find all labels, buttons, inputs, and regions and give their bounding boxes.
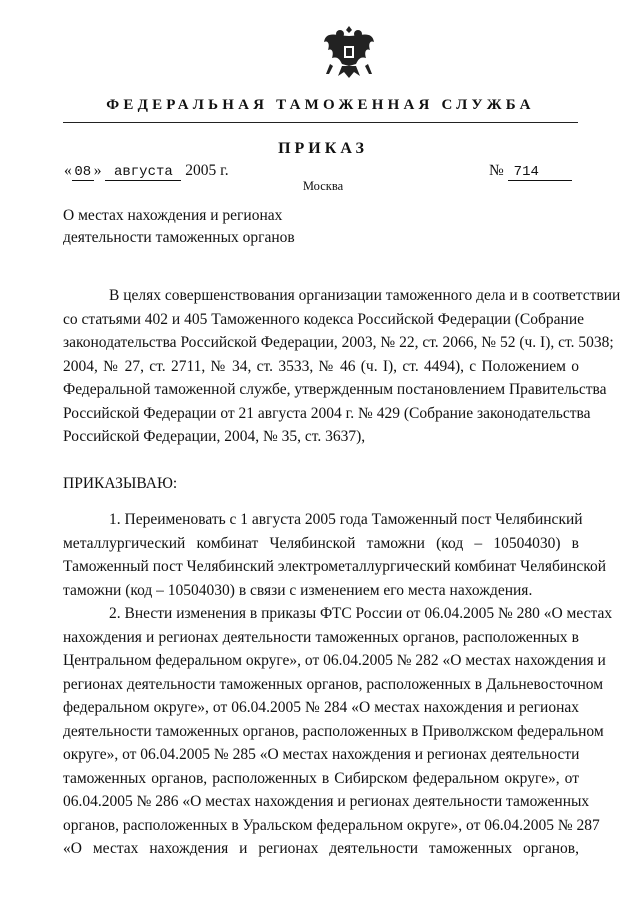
- text-line: регионах деятельности таможенных органов, расположенных в Дальневосточном: [63, 675, 604, 693]
- text-line: деятельности таможенных органов, расположенных в Приволжском федеральном: [63, 722, 604, 740]
- document-subject: [63, 205, 295, 249]
- text-line: 2. Внести изменения в приказы ФТС России от 06.04.2005 № 280 «О местах: [109, 605, 613, 622]
- text-line: таможенных органов, расположенных в Сибирском федеральном округе», от: [63, 769, 579, 787]
- item-1-paragraph: [63, 508, 607, 602]
- text-line: органов, расположенных в Уральском федеральном округе», от 06.04.2005 № 287: [63, 816, 600, 834]
- coat-of-arms-emblem: [318, 20, 380, 82]
- text-line: нахождения и регионах деятельности таможенных органов, расположенных в: [63, 628, 579, 646]
- text-line: законодательства Российской Федерации, 2003, № 22, ст. 2066, № 52 (ч. I), ст. 5038;: [63, 334, 614, 352]
- text-line: Российской Федерации от 21 августа 2004 г. № 429 (Собрание законодательства: [63, 404, 591, 422]
- preamble-paragraph: [63, 284, 621, 449]
- order-word: ПРИКАЗЫВАЮ:: [63, 475, 178, 492]
- number-label: №: [489, 162, 504, 179]
- text-line: таможни (код – 10504030) в связи с изменением его места нахождения.: [63, 581, 533, 599]
- subject-line: деятельности таможенных органов: [63, 229, 295, 246]
- date-day: 08: [72, 165, 94, 181]
- text-line: Центральном федеральном округе», от 06.04.2005 № 282 «О местах нахождения и: [63, 652, 606, 670]
- document-type-title: ПРИКАЗ: [278, 140, 368, 157]
- item-2-paragraph: [63, 602, 613, 861]
- text-line: «О местах нахождения и регионах деятельности таможенных органов,: [63, 840, 579, 858]
- text-line: металлургический комбинат Челябинской таможни (код – 10504030) в: [63, 534, 579, 552]
- date-close-quote: »: [93, 162, 102, 179]
- text-line: В целях совершенствования организации таможенного дела и в соответствии: [109, 287, 621, 304]
- date-month: августа: [105, 165, 181, 181]
- text-line: Таможенный пост Челябинский электрометаллургический комбинат Челябинской: [63, 558, 607, 576]
- text-line: 2004, № 27, ст. 2711, № 34, ст. 3533, № 46 (ч. I), ст. 4494), с Положением о: [63, 357, 579, 375]
- date-year: 2005 г.: [185, 162, 229, 179]
- text-line: округе», от 06.04.2005 № 285 «О местах нахождения и регионах деятельности: [63, 746, 580, 764]
- text-line: Федеральной таможенной службе, утвержденным постановлением Правительства: [63, 381, 607, 399]
- text-line: 06.04.2005 № 286 «О местах нахождения и регионах деятельности таможенных: [63, 793, 590, 811]
- city: Москва: [302, 179, 344, 193]
- text-line: федеральном округе», от 06.04.2005 № 284 «О местах нахождения и регионах: [63, 699, 579, 717]
- subject-line: О местах нахождения и регионах: [63, 207, 283, 224]
- text-line: со статьями 402 и 405 Таможенного кодекса Российской Федерации (Собрание: [63, 310, 585, 328]
- organization-name: ФЕДЕРАЛЬНАЯ ТАМОЖЕННАЯ СЛУЖБА: [106, 97, 535, 113]
- number-value: 714: [508, 165, 572, 181]
- header-divider: [63, 122, 578, 123]
- date-open-quote: «: [64, 162, 72, 179]
- text-line: 1. Переименовать с 1 августа 2005 года Таможенный пост Челябинский: [109, 511, 583, 528]
- text-line: Российской Федерации, 2004, № 35, ст. 3637),: [63, 428, 366, 446]
